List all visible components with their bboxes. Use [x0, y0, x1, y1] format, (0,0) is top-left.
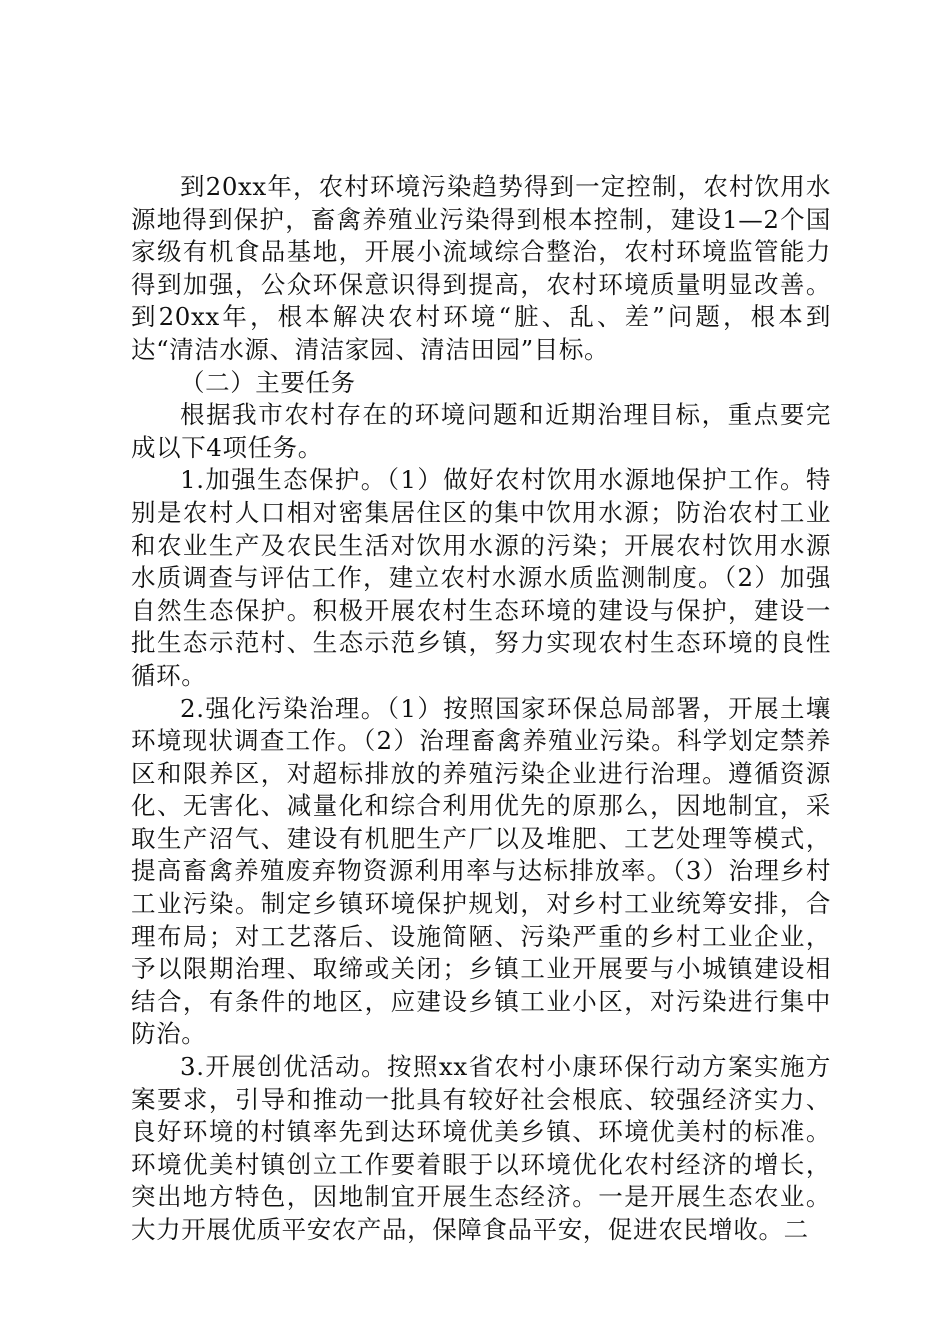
paragraph-task-pollution: 2.强化污染治理。（1）按照国家环保总局部署，开展土壤环境现状调查工作。（2）治理畜禽养殖业污染。科学划定禁养区和限养区，对超标排放的养殖污染企业进行治理。遵循资源化、无害化、减量化和综合利用优先的原那么，因地制宜，采取生产沼气、建设有机肥生产厂以及堆肥、工艺处理等模式，提高畜禽养殖废弃物资源利用率与达标排放率。（3）治理乡村工业污染。制定乡镇环境保护规划，对乡村工业统筹安排，合理布局；对工艺落后、设施简陋、污染严重的乡村工业企业，予以限期治理、取缔或关闭；乡镇工业开展要与小城镇建设相结合，有条件的地区，应建设乡镇工业小区，对污染进行集中防治。 [131, 693, 831, 1049]
paragraph-task-excellence: 3.开展创优活动。按照xx省农村小康环保行动方案实施方案要求，引导和推动一批具有较好社会根底、较强经济实力、良好环境的村镇率先到达环境优美乡镇、环境优美村的标准。环境优美村镇创立工作要着眼于以环境优化农村经济的增长，突出地方特色，因地制宜开展生态经济。一是开展生态农业。大力开展优质平安农产品，保障食品平安，促进农民增收。二 [131, 1052, 831, 1244]
document-body [131, 171, 831, 1247]
paragraph-task-ecology: 1.加强生态保护。（1）做好农村饮用水源地保护工作。特别是农村人口相对密集居住区的集中饮用水源；防治农村工业和农业生产及农民生活对饮用水源的污染；开展农村饮用水源水质调查与评估工作，建立农村水源水质监测制度。（2）加强自然生态保护。积极开展农村生态环境的建设与保护，建设一批生态示范村、生态示范乡镇，努力实现农村生态环境的良性循环。 [131, 465, 831, 690]
section-heading-main-tasks: （二）主要任务 [180, 367, 356, 397]
paragraph-goals: 到20xx年，农村环境污染趋势得到一定控制，农村饮用水源地得到保护，畜禽养殖业污染得到根本控制，建设1—2个国家级有机食品基地，开展小流域综合整治，农村环境监管能力得到加强，公众环保意识得到提高，农村环境质量明显改善。到20xx年，根本解决农村环境“脏、乱、差”问题，根本到达“清洁水源、清洁家园、清洁田园”目标。 [131, 172, 831, 364]
paragraph-tasks-intro: 根据我市农村存在的环境问题和近期治理目标，重点要完成以下4项任务。 [131, 400, 831, 462]
